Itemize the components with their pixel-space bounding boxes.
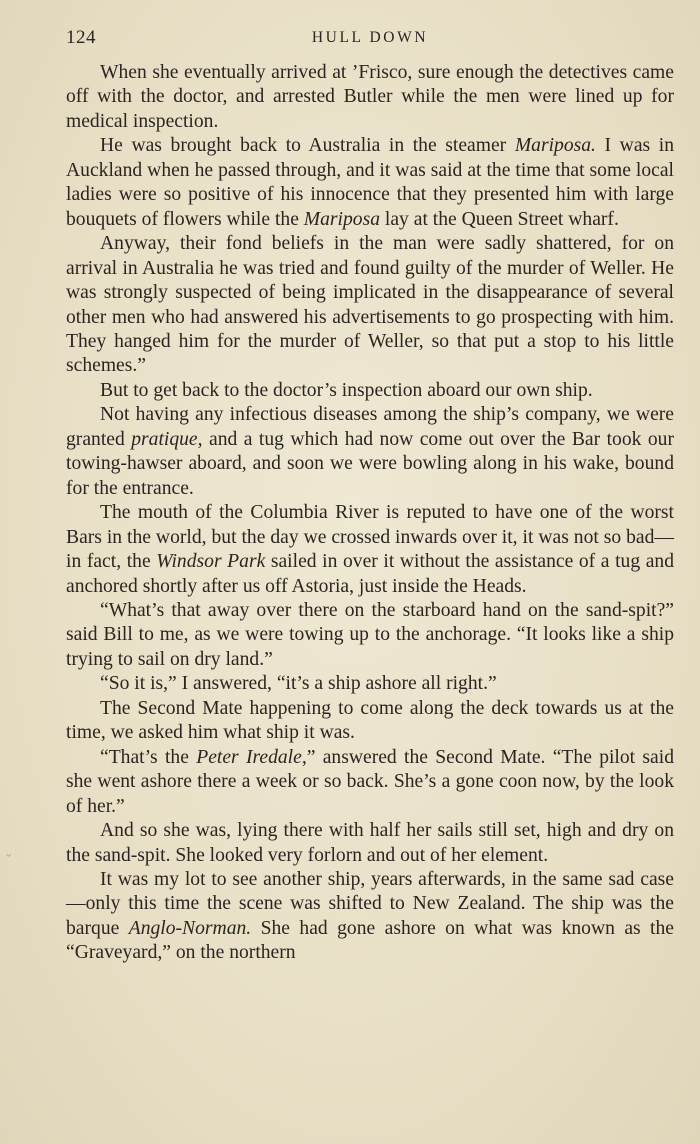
italic-text: Windsor Park (156, 551, 266, 573)
italic-text: Mariposa. (514, 135, 596, 157)
paragraph (66, 746, 674, 819)
text-run: Not having any infectious diseases among the ship’s company, we were granted (66, 404, 674, 450)
paragraph (66, 61, 674, 134)
paragraph (66, 672, 674, 696)
text-run: “What’s that away over there on the starboard hand on the sand-spit?” said Bill to me, as we were towing up to the anchorage. “It looks like a ship trying to sail on dry land.” (66, 599, 674, 670)
text-run: She had gone ashore on what was known as the “Graveyard,” on the northern (66, 917, 674, 964)
text-run: sailed in over it without the assistance of a tug and anchored shortly after us off Astoria, just inside the Heads. (66, 551, 675, 597)
text-run: “So it is,” I answered, “it’s a ship ashore all right.” (100, 673, 497, 695)
italic-text: Anglo-Norman. (128, 917, 252, 939)
running-head: HULL DOWN (311, 29, 429, 46)
text-run: But to get back to the doctor’s inspection aboard our own ship. (100, 379, 593, 401)
margin-speck: ˇ (6, 852, 12, 869)
text-run: Anyway, their fond beliefs in the man were sadly shattered, for on arrival in Australia he was tried and found guilty of the murder of Weller. He was strongly suspected of being implicated in the disappearance of several other men who had answered his advertisements to go prospecting with him. They hanged him for the murder of Weller, so that put a stop to his little schemes.” (66, 233, 674, 377)
italic-text: pratique, (131, 428, 203, 450)
paragraph (66, 501, 674, 599)
body-text (66, 61, 674, 966)
text-run: and a tug which had now come out over the Bar took our towing-hawser aboard, and soon we were bowling along in his wake, bound for the entrance. (66, 428, 675, 499)
text-run: I was in Auckland when he passed through, and it was said at the time that some local ladies were so positive of his innocence that they presented him with large bouquets of flowers while the (66, 135, 674, 230)
text-run: And so she was, lying there with half her sails still set, high and dry on the sand-spit. She looked very forlorn and out of her element. (66, 820, 674, 866)
paragraph (66, 599, 674, 672)
text-run: “That’s the (100, 746, 197, 768)
text-run: lay at the Queen Street wharf. (380, 208, 619, 230)
page-number: 124 (66, 27, 96, 48)
text-run: The Second Mate happening to come along the deck towards us at the time, we asked him what ship it was. (66, 697, 674, 744)
paragraph (66, 379, 674, 403)
italic-text: Peter Iredale, (196, 746, 307, 768)
paragraph (66, 134, 674, 232)
text-run: ” answered the Second Mate. “The pilot said she went ashore there a week or so back. She’s a gone coon now, by the look of her.” (66, 746, 674, 817)
text-run: He was brought back to Australia in the steamer (100, 135, 515, 157)
paragraph (66, 232, 674, 379)
text-run: When she eventually arrived at ’Frisco, sure enough the detectives came off with the doctor, and arrested Butler while the men were lined up for medical inspection. (66, 62, 674, 132)
text-run: It was my lot to see another ship, years afterwards, in the same sad case—only this time the scene was shifted to New Zealand. The ship was the barque (66, 868, 674, 939)
paragraph (66, 697, 674, 746)
paragraph (66, 868, 674, 966)
text-run: The mouth of the Columbia River is reputed to have one of the worst Bars in the world, but the day we crossed inwards over it, it was not so bad—in fact, the (66, 502, 674, 573)
italic-text: Mariposa (303, 208, 381, 230)
paragraph (66, 403, 674, 501)
paragraph (66, 819, 674, 868)
page-header (66, 27, 674, 51)
